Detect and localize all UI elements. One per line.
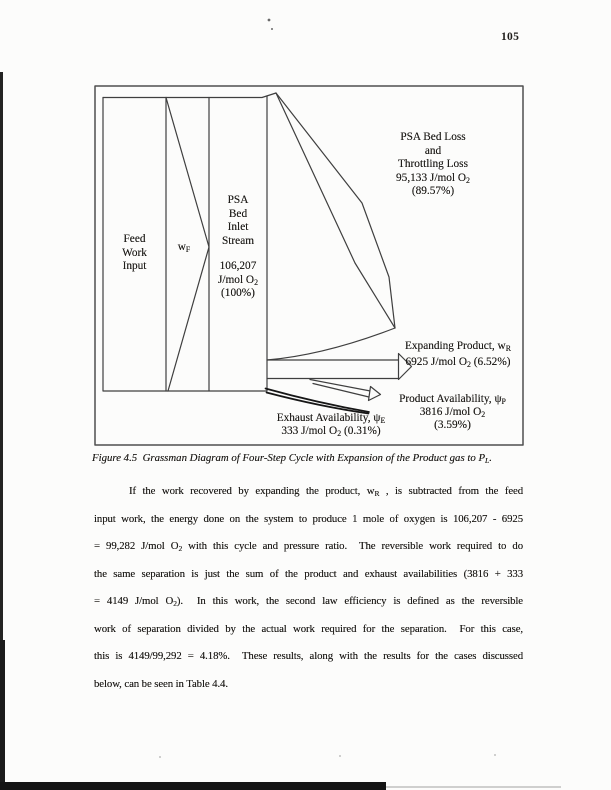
label-line: PSA bbox=[227, 194, 249, 206]
label-line: 333 J/mol $O_2$ (0.31%) bbox=[281, 425, 381, 439]
label-line: Product Availability, $\psi_P$ bbox=[399, 393, 506, 406]
product-availability-arrowhead bbox=[369, 387, 381, 401]
label-line: 95,133 J/mol $O_2$ bbox=[396, 171, 470, 185]
label-line: PSA Bed Loss bbox=[400, 131, 466, 143]
paragraph-line: input work, the energy done on the system to produce 1 mole of oxygen is 106,207 - 6925 bbox=[94, 512, 523, 525]
label-line: (100%) bbox=[221, 287, 255, 299]
label-line: (3.59%) bbox=[434, 419, 471, 432]
label-line: Throttling Loss bbox=[398, 158, 468, 170]
label-line: Feed bbox=[123, 233, 146, 245]
paragraph-line: If the work recovered by expanding the product, $w_R$ , is subtracted from the feed bbox=[129, 485, 523, 498]
label-line: Inlet bbox=[227, 221, 249, 233]
label-line: 106,207 bbox=[219, 260, 257, 272]
exhaust-availability-top-curve bbox=[266, 389, 370, 413]
label-line: (89.57%) bbox=[411, 185, 455, 197]
expanding-product-label bbox=[391, 338, 525, 370]
page-number: 105 bbox=[501, 31, 520, 43]
psa-bed-loss-label bbox=[368, 131, 498, 199]
feed-work-input-label bbox=[103, 233, 166, 274]
loss-wedge-right-line bbox=[276, 93, 395, 328]
paragraph-line: work of separation divided by the actual work required for the separation. For this case, bbox=[94, 622, 523, 635]
label-line: Exhaust Availability, $\psi_E$ bbox=[276, 412, 386, 425]
label-line: Stream bbox=[222, 234, 254, 247]
psa-bed-inlet-stream-label bbox=[209, 194, 267, 301]
stream-top-edge bbox=[103, 93, 276, 98]
label-line: J/mol $O_2$ bbox=[217, 273, 259, 287]
paragraph-line: the same separation is just the sum of the product and exhaust availabilities (3816 + 333 bbox=[94, 567, 523, 580]
body-paragraph bbox=[94, 478, 523, 698]
label-line: Bed bbox=[228, 207, 248, 220]
label-line: Work bbox=[122, 246, 147, 259]
exhaust-availability-label bbox=[255, 412, 407, 438]
paragraph-line: = 99,282 J/mol $O_2$ with this cycle and pressure ratio. The reversible work required to do bbox=[94, 540, 523, 553]
scan-artifact-bottom-edge-2 bbox=[386, 786, 561, 788]
scan-artifact-left-edge-2 bbox=[0, 640, 5, 790]
paragraph-line: = 4149 J/mol $O_2$). In this work, the second law efficiency is defined as the reversible bbox=[94, 595, 523, 609]
figure-caption: Figure 4.5 Grassman Diagram of Four-Step Cycle with Expansion of the Product gas to $P_L$. bbox=[92, 452, 492, 465]
label-line: Input bbox=[122, 260, 147, 272]
label-line: 6925 J/mol $O_2$ (6.52%) bbox=[405, 356, 511, 369]
expanding-product-top-curve bbox=[267, 328, 395, 360]
label-line: and bbox=[424, 144, 442, 157]
scan-artifact-bottom-edge bbox=[0, 782, 386, 790]
paragraph-line: below, can be seen in Table 4.4. bbox=[94, 677, 228, 690]
label-line: 3816 J/mol $O_2$ bbox=[419, 406, 486, 420]
paragraph-line: this is 4149/99,292 = 4.18%. These results, along with the results for the cases discussed bbox=[94, 650, 523, 663]
label-line: Expanding Product, $w_R$ bbox=[405, 340, 511, 353]
label-spacer bbox=[209, 248, 267, 260]
feed-work-wf-label: $w_F$ bbox=[177, 241, 191, 254]
exhaust-availability-bottom-curve bbox=[267, 393, 369, 414]
loss-wedge-left-line bbox=[276, 93, 395, 328]
